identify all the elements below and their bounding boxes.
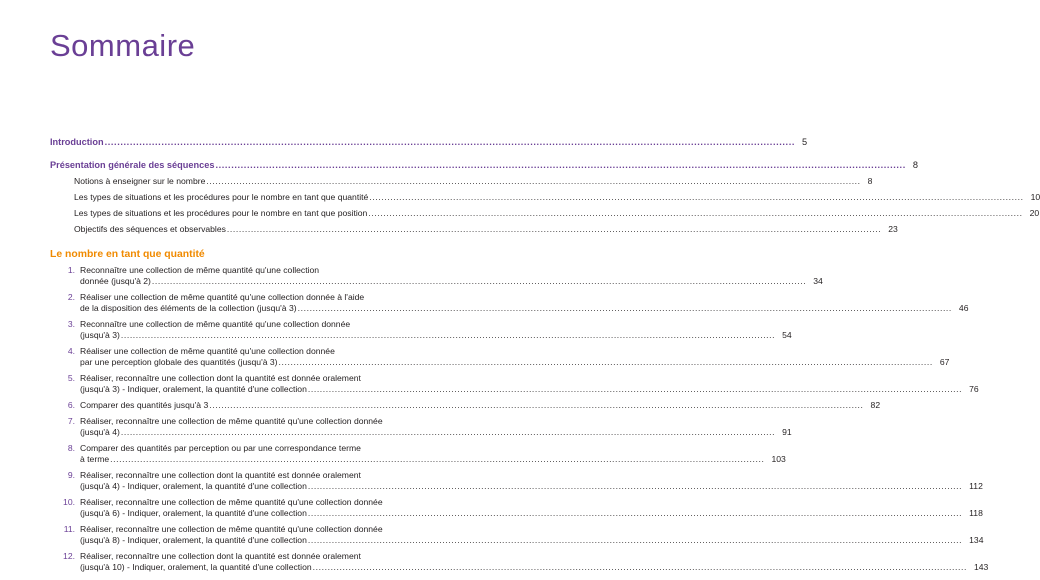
sequence-title-line: (jusqu'à 3) xyxy=(80,330,120,340)
toc-sequence-item[interactable] xyxy=(50,443,786,465)
sequence-last-line xyxy=(80,454,786,465)
sequence-title-line: Comparer des quantités par perception ou par une correspondance terme xyxy=(80,443,361,453)
dot-leader xyxy=(368,208,1022,219)
sequence-title-line: par une perception globale des quantités (jusqu'à 3) xyxy=(80,357,278,367)
toc-page-number: 143 xyxy=(973,562,989,572)
toc-page-number: 20 xyxy=(1029,208,1040,218)
toc-sequence-item[interactable] xyxy=(50,470,983,492)
sequence-title-line: Réaliser, reconnaître une collection de même quantité qu'une collection donnée xyxy=(80,497,383,507)
toc-page-number: 23 xyxy=(888,224,898,234)
sequence-list xyxy=(50,265,989,573)
dot-leader xyxy=(313,562,967,573)
toc-sequence-item[interactable] xyxy=(50,346,950,368)
dot-leader xyxy=(105,137,795,148)
sequence-text xyxy=(80,346,949,368)
toc-page-number: 34 xyxy=(813,276,823,286)
sequence-number: 5. xyxy=(67,373,75,383)
toc-page-number: 46 xyxy=(958,303,969,313)
sequence-text xyxy=(80,292,968,314)
sequence-title-line: Réaliser une collection de même quantité qu'une collection donnée à l'aide xyxy=(80,292,365,302)
section-heading: Le nombre en tant que quantité xyxy=(50,249,205,260)
sequence-title-line: Réaliser, reconnaître une collection dont la quantité est donnée oralement xyxy=(80,551,361,561)
sequence-title-line: (jusqu'à 10) - Indiquer, oralement, la quantité d'une collection xyxy=(80,562,312,572)
toc-entry-label: Les types de situations et les procédures pour le nombre en tant que quantité xyxy=(74,192,369,202)
sequence-text xyxy=(80,319,792,341)
dot-leader xyxy=(227,224,881,235)
sequence-last-line xyxy=(80,400,880,411)
toc-page-number: 91 xyxy=(782,427,792,437)
toc-subentry[interactable] xyxy=(50,176,873,187)
sequence-last-line xyxy=(80,508,983,519)
sequence-text xyxy=(80,497,983,519)
sequence-text xyxy=(80,416,792,438)
toc-page-number: 10 xyxy=(1030,192,1040,202)
sequence-title-line: Reconnaître une collection de même quantité qu'une collection xyxy=(80,265,320,275)
sequence-title-line: Reconnaître une collection de même quantité qu'une collection donnée xyxy=(80,319,351,329)
toc-entry-presentation[interactable] xyxy=(50,160,918,171)
sequence-text xyxy=(80,524,984,546)
sequence-last-line xyxy=(80,303,968,314)
toc-page-number: 54 xyxy=(782,330,792,340)
toc-sequence-item[interactable] xyxy=(50,292,969,314)
toc-page-number: 103 xyxy=(771,454,786,464)
dot-leader xyxy=(369,192,1023,203)
sequence-text xyxy=(80,443,786,465)
toc-entry-introduction[interactable] xyxy=(50,137,808,148)
sequence-number: 12. xyxy=(63,551,75,561)
sequence-number: 9. xyxy=(67,470,75,480)
sequence-last-line xyxy=(80,357,949,368)
toc-page-number: 112 xyxy=(969,481,983,491)
sequence-text xyxy=(80,470,983,492)
sequence-text xyxy=(80,265,823,287)
toc-sequence-item[interactable] xyxy=(50,416,792,438)
sequence-number: 1. xyxy=(67,265,75,275)
sequence-title-line: Réaliser, reconnaître une collection de même quantité qu'une collection donnée xyxy=(80,524,383,534)
toc-page-number: 134 xyxy=(969,535,984,545)
toc-sequence-item[interactable] xyxy=(50,497,983,519)
sequence-title-line: (jusqu'à 6) - Indiquer, oralement, la quantité d'une collection xyxy=(80,508,307,518)
sequence-title-line: Réaliser, reconnaître une collection dont la quantité est donnée oralement xyxy=(80,373,361,383)
toc-sequence-item[interactable] xyxy=(50,265,823,287)
sequence-number: 7. xyxy=(67,416,75,426)
sequence-last-line xyxy=(80,384,979,395)
toc-page-number: 8 xyxy=(867,176,873,186)
toc-entry-label: Présentation générale des séquences xyxy=(50,160,215,170)
sequence-title-line: à terme xyxy=(80,454,110,464)
dot-leader xyxy=(308,384,962,395)
page-title: Sommaire xyxy=(50,28,196,63)
dot-leader xyxy=(279,357,933,368)
toc-page-number: 8 xyxy=(912,160,918,170)
sequence-last-line xyxy=(80,330,792,341)
sequence-last-line xyxy=(80,562,988,573)
sequence-title-line: Réaliser, reconnaître une collection dont la quantité est donnée oralement xyxy=(80,470,361,480)
toc-entry-label: Notions à enseigner sur le nombre xyxy=(74,176,206,186)
sequence-title-line: Comparer des quantités jusqu'à 3 xyxy=(80,400,209,410)
toc-subentry[interactable] xyxy=(50,208,1040,219)
dot-leader xyxy=(206,176,860,187)
sequence-text xyxy=(80,373,979,395)
sequence-title-line: Réaliser une collection de même quantité qu'une collection donnée xyxy=(80,346,335,356)
dot-leader xyxy=(298,303,952,314)
toc-subentry[interactable] xyxy=(50,192,1040,203)
sequence-last-line xyxy=(80,276,823,287)
sequence-number: 6. xyxy=(67,400,75,410)
toc-page-number: 5 xyxy=(802,137,808,147)
sequence-title-line: de la disposition des éléments de la collection (jusqu'à 3) xyxy=(80,303,297,313)
sequence-number: 11. xyxy=(63,524,75,534)
dot-leader xyxy=(215,160,905,171)
sequence-number: 2. xyxy=(67,292,75,302)
sequence-title-line: (jusqu'à 3) - Indiquer, oralement, la quantité d'une collection xyxy=(80,384,307,394)
sequence-title-line: (jusqu'à 8) - Indiquer, oralement, la quantité d'une collection xyxy=(80,535,307,545)
dot-leader xyxy=(152,276,806,287)
toc-page-number: 118 xyxy=(969,508,983,518)
sequence-last-line xyxy=(80,427,792,438)
toc-sequence-item[interactable] xyxy=(50,373,979,395)
dot-leader xyxy=(308,508,962,519)
table-of-contents xyxy=(50,137,1040,573)
sequence-last-line xyxy=(80,535,984,546)
toc-entry-label: Les types de situations et les procédures pour le nombre en tant que position xyxy=(74,208,368,218)
sequence-last-line xyxy=(80,481,983,492)
toc-subentry[interactable] xyxy=(50,224,898,235)
toc-entry-label: Introduction xyxy=(50,137,104,147)
sequence-number: 8. xyxy=(67,443,75,453)
toc-entry-label: Objectifs des séquences et observables xyxy=(74,224,226,234)
sequence-title-line: Réaliser, reconnaître une collection de même quantité qu'une collection donnée xyxy=(80,416,383,426)
sequence-text xyxy=(80,551,988,573)
dot-leader xyxy=(121,330,775,341)
dot-leader xyxy=(121,427,775,438)
sequence-title-line: (jusqu'à 4) - Indiquer, oralement, la quantité d'une collection xyxy=(80,481,307,491)
toc-page-number: 67 xyxy=(939,357,950,367)
dot-leader xyxy=(308,481,962,492)
dot-leader xyxy=(308,535,962,546)
sequence-title-line: donnée (jusqu'à 2) xyxy=(80,276,151,286)
toc-page-number: 82 xyxy=(870,400,881,410)
toc-sequence-item[interactable] xyxy=(50,524,984,546)
toc-page-number: 76 xyxy=(969,384,979,394)
sequence-number: 4. xyxy=(67,346,75,356)
dot-leader xyxy=(209,400,863,411)
toc-sequence-item[interactable] xyxy=(50,319,792,341)
sequence-number: 3. xyxy=(67,319,75,329)
sequence-title-line: (jusqu'à 4) xyxy=(80,427,120,437)
sequence-number: 10. xyxy=(63,497,75,507)
toc-sequence-item[interactable] xyxy=(50,551,989,573)
toc-sequence-item[interactable] xyxy=(50,400,881,411)
dot-leader xyxy=(110,454,764,465)
sequence-text xyxy=(80,400,880,411)
